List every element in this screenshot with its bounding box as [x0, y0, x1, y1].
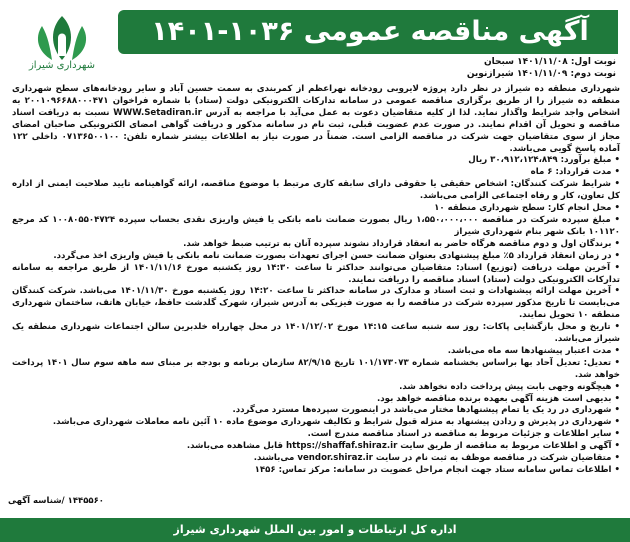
- list-item: • آخرین مهلت ارائه پیشنهادات و ثبت اسناد و مدارک در سامانه حداکثر تا ساعت ۱۴:۲۰ روز یکشنبه مورخ ۱۴۰۱/۱۱/۳۰ می‌باشد. شرکت کنندگان می‌بایست تا تاریخ مذکور سپرده شرکت در مناقصه را به صورت فیزیکی به آدرس شیراز، شهرک گلدشت حافظ، خیابان هاتف، ساختمان شهرداری منطقه ۱۰ تحویل نمایند.: [12, 286, 620, 321]
- list-item: • شهرداری در پذیرش و ردادن پیشنهاد به منزله قبول شرایط و تکالیف شهرداری موضوع ماده ۱۰ آئین نامه معاملات شهرداری می‌باشد.: [52, 417, 620, 428]
- second-publication: نوبت دوم: ۱۴۰۱/۱۱/۰۹ شیرازنوین: [466, 69, 616, 79]
- list-item: • مدت اعتبار پیشنهادها سه ماه می‌باشد.: [447, 345, 620, 356]
- page-title: آگهی مناقصه عمومی ۱۰۳۶-۱۴۰۱: [151, 16, 589, 47]
- ad-id: ۱۴۴۵۵۶۰ /شناسه آگهی: [8, 496, 104, 506]
- list-item: • محل انجام کار: سطح شهرداری منطقه ۱۰: [434, 203, 620, 214]
- first-publication: نوبت اول: ۱۴۰۱/۱۱/۰۸ سبحان: [483, 57, 616, 67]
- list-item: • بدیهی است هزینه آگهی بعهده برنده مناقصه خواهد بود.: [377, 393, 620, 404]
- list-item: • متقاضیان شرکت در مناقصه موظف به ثبت نام در سایت vendor.shiraz.ir می‌باشند.: [253, 453, 620, 464]
- list-item: • تعدیل: تعدیل آحاد بها براساس بخشنامه شماره ۱۰۱/۱۷۳۰۷۳ تاریخ ۸۲/۹/۱۵ سازمان برنامه و بودجه بر مبنای سه ماهه سوم سال ۱۴۰۱ پرداخت خواهد شد.: [12, 357, 620, 380]
- list-item: • مبلغ برآورد: ۳۰،۹۱۲،۱۲۴،۸۴۹ ریال: [468, 155, 620, 166]
- list-item: • در زمان انعقاد قرارداد ۵٪ مبلغ پیشنهادی بعنوان ضمانت حسن اجرای تعهدات بصورت ضمانت نامه بانکی یا فیش واریزی اخذ می‌گردد.: [53, 250, 620, 261]
- list-item: • شرایط شرکت کنندگان: اشخاص حقیقی یا حقوقی دارای سابقه کاری مرتبط با موضوع مناقصه، ارائه گواهینامه تایید صلاحیت ایمنی از اداره کل تعاون، کار و رفاه اجتماعی الزامی می‌باشد.: [12, 179, 620, 202]
- list-item: • سایر اطلاعات و جزئیات مربوط به مناقصه در اسناد مناقصه مندرج است.: [307, 429, 620, 440]
- publication-info: [316, 56, 616, 80]
- logo-caption: شهرداری شیراز: [28, 60, 96, 71]
- footer-text: اداره کل ارتباطات و امور بین الملل شهرداری شیراز: [173, 523, 457, 536]
- intro-paragraph: شهرداری منطقه ده شیراز در نظر دارد پروژه لایروبی رودخانه نهراعظم از کمربندی به سمت حسین آباد و سایر رودخانه‌های سطح شهرداری منطقه ده شیراز را از طریق برگزاری مناقصه عمومی در سامانه تدارکات الکترونیکی دولت (ستاد) با شماره فراخوان ۲۰۰۱۰۹۶۶۸۸۰۰۰۴۷۱ به اشخاص واجد شرایط واگذار نماید. لذا از کلیه متقاضیان دعوت به عمل می‌آید با مراجعه به آدرس WWW.Setadiran.ir نسبت به دریافت اسناد مناقصه و تحویل آن اقدام نمایند. در صورت عدم عضویت قبلی، ثبت نام در سامانه مذکور و دریافت گواهی امضای الکترونیکی صاحبان امضای مجاز از سوی متقاضیان جهت شرکت در مناقصه الزامی است. ضمناً در صورت نیاز به اطلاعات بیشتر شماره تلفن: ۰۷۱۳۶۵۰۰۱۰۰ داخلی ۱۲۲ آماده پاسخ گویی می‌باشد.: [12, 84, 620, 154]
- list-item: • مدت قرارداد: ۶ ماه: [530, 167, 620, 178]
- list-item: • برندگان اول و دوم مناقصه هرگاه حاضر به انعقاد قرارداد نشوند سپرده آنان به ترتیب ضبط خواهد شد.: [183, 238, 620, 249]
- list-item: • تاریخ و محل بازگشایی پاکات: روز سه شنبه ساعت ۱۴:۱۵ مورخ ۱۴۰۱/۱۲/۰۲ در محل چهارراه خلدبرین سالن اجتماعات شهرداری منطقه یک شیراز می‌باشد.: [12, 322, 620, 345]
- list-item: • هیچگونه وجهی بابت پیش پرداخت داده نخواهد شد.: [399, 381, 620, 392]
- list-item: • شهرداری در رد یک یا تمام پیشنهادها مختار می‌باشد در اینصورت سپرده‌ها مسترد می‌گردد.: [232, 405, 620, 416]
- list-item: • آگهی و اطلاعات مربوط به مناقصه از طریق سایت https://shaffaf.shiraz.ir قابل مشاهده می‌باشد.: [186, 441, 620, 452]
- list-item: • اطلاعات تماس سامانه ستاد جهت انجام مراحل عضویت در سامانه: مرکز تماس: ۱۴۵۶: [254, 465, 620, 475]
- list-item: • آخرین مهلت دریافت (توزیع) اسناد: متقاضیان می‌توانند حداکثر تا ساعت ۱۴:۳۰ روز یکشنبه مورخ ۱۴۰۱/۱۱/۱۶ از طریق مراجعه به سامانه تدارکات الکترونیکی دولت (ستاد) اسناد مناقصه را دریافت نمایند.: [12, 262, 620, 285]
- tender-body: [12, 84, 620, 477]
- list-item: • مبلغ سپرده شرکت در مناقصه ۱،۵۵۰،۰۰۰،۰۰۰ ریال بصورت ضمانت نامه بانکی یا فیش واریزی نقدی بحساب سپرده ۱۰۰۸۰۵۵۰۴۷۲۴ کد مرجع ۱۰۱۱۲۰ بانک شهر بنام شهرداری شیراز: [12, 214, 620, 237]
